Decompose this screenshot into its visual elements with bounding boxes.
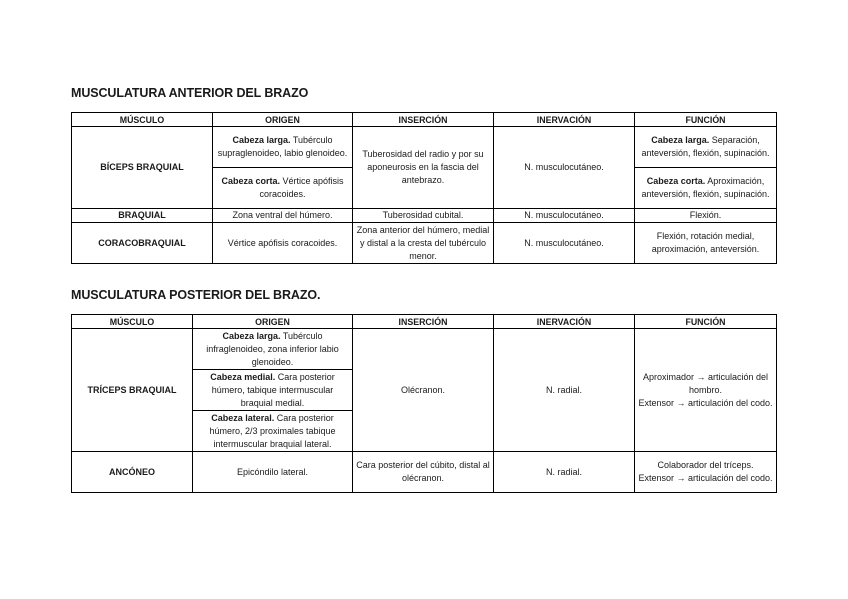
function-text: Aproximación, anteversión, flexión, supinación. [641,176,770,199]
origin-triceps-lateral [193,411,353,452]
insertion-coracobraquial: Zona anterior del húmero, medial y distal a la cresta del tubérculo menor. [353,223,494,264]
muscle-name-triceps: TRÍCEPS BRAQUIAL [72,329,193,452]
origin-biceps-short [213,168,353,209]
table-row [72,127,777,168]
insertion-braquial: Tuberosidad cubital. [353,209,494,223]
origin-text: Cara posterior húmero, tabique intermuscular braquial medial. [211,371,335,408]
header-origen: ORIGEN [193,315,353,329]
function-line: Aproximador → articulación del hombro. [642,371,769,395]
function-line: Extensor → articulación del codo. [638,397,773,408]
posterior-section-title: MUSCULATURA POSTERIOR DEL BRAZO. [71,288,321,302]
function-line: Colaborador del tríceps. [657,460,754,470]
origin-coracobraquial: Vértice apófisis coracoides. [213,223,353,264]
anterior-muscles-table [71,112,777,264]
origin-label: Cabeza corta. [221,176,280,186]
header-funcion: FUNCIÓN [635,113,777,127]
table-header-row [72,113,777,127]
innervation-braquial: N. musculocutáneo. [494,209,635,223]
function-coracobraquial: Flexión, rotación medial, aproximación, anteversión. [635,223,777,264]
table-row [72,209,777,223]
origin-braquial: Zona ventral del húmero. [213,209,353,223]
table-row [72,452,777,493]
header-inervacion: INERVACIÓN [494,113,635,127]
function-anconeo [635,452,777,493]
origin-text: Tubérculo infraglenoideo, zona inferior labio glenoideo. [206,330,339,367]
origin-label: Cabeza lateral. [211,412,275,423]
origin-anconeo: Epicóndilo lateral. [193,452,353,493]
origin-biceps-long [213,127,353,168]
table-row [72,329,777,370]
posterior-muscles-table [71,314,777,493]
innervation-coracobraquial: N. musculocutáneo. [494,223,635,264]
innervation-triceps: N. radial. [494,329,635,452]
function-braquial: Flexión. [635,209,777,223]
muscle-name-braquial: BRAQUIAL [72,209,213,223]
origin-text: Tubérculo supraglenoideo, labio glenoideo. [217,135,348,158]
table-header-row [72,315,777,329]
anterior-section-title: MUSCULATURA ANTERIOR DEL BRAZO [71,86,309,100]
insertion-anconeo: Cara posterior del cúbito, distal al olécranon. [353,452,494,493]
header-origen: ORIGEN [213,113,353,127]
function-biceps-long [635,127,777,168]
origin-text: Cara posterior húmero, 2/3 proximales tabique intermuscular braquial lateral. [209,412,336,449]
origin-triceps-medial [193,370,353,411]
origin-label: Cabeza larga. [222,330,281,341]
function-line: Extensor → articulación del codo. [638,473,773,483]
function-label: Cabeza larga. [651,135,710,145]
header-musculo: MÚSCULO [72,315,193,329]
origin-label: Cabeza larga. [232,135,291,145]
function-biceps-short [635,168,777,209]
innervation-biceps: N. musculocutáneo. [494,127,635,209]
origin-label: Cabeza medial. [210,371,276,382]
innervation-anconeo: N. radial. [494,452,635,493]
header-inervacion: INERVACIÓN [494,315,635,329]
header-insercion: INSERCIÓN [353,113,494,127]
table-row [72,223,777,264]
insertion-triceps: Olécranon. [353,329,494,452]
header-funcion: FUNCIÓN [635,315,777,329]
insertion-biceps: Tuberosidad del radio y por su aponeurosis en la fascia del antebrazo. [353,127,494,209]
origin-text: Vértice apófisis coracoides. [259,176,344,199]
function-text: Separación, anteversión, flexión, supinación. [641,135,770,158]
function-triceps [635,329,777,452]
muscle-name-anconeo: ANCÓNEO [72,452,193,493]
function-label: Cabeza corta. [646,176,706,186]
header-insercion: INSERCIÓN [353,315,494,329]
origin-triceps-long [193,329,353,370]
header-musculo: MÚSCULO [72,113,213,127]
muscle-name-biceps: BÍCEPS BRAQUIAL [72,127,213,209]
muscle-name-coracobraquial: CORACOBRAQUIAL [72,223,213,264]
